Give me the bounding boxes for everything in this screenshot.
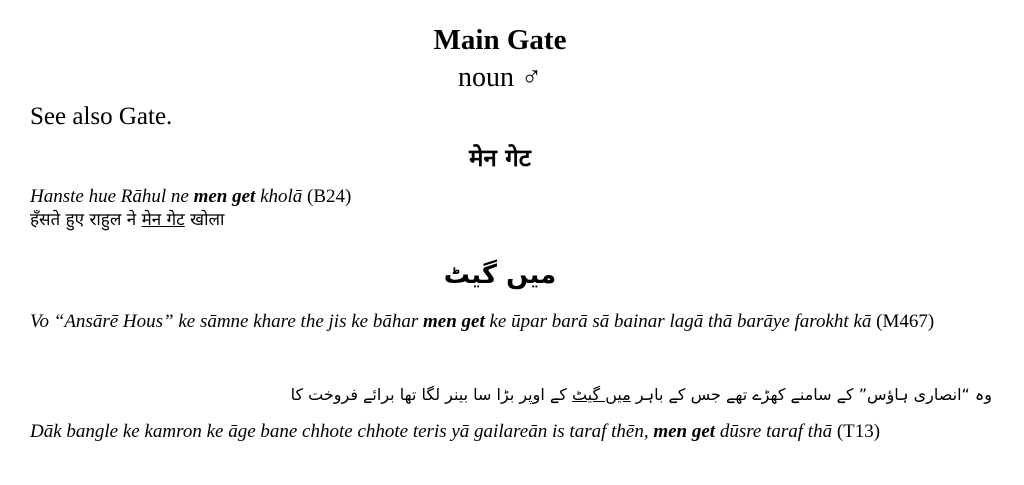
- example-2-translit-post: ke ūpar barā sā bainar lagā thā barāye farokht kā: [484, 311, 872, 332]
- example-2-translit-bold: men get: [422, 311, 485, 332]
- example-1-hindi-under: मेन गेट: [141, 210, 185, 230]
- example-2-transliteration: [30, 310, 1010, 334]
- example-1-hindi-pre: हँसते हुए राहुल ने: [30, 210, 142, 230]
- part-of-speech: noun ♂: [458, 62, 542, 93]
- example-3-translit-post: dūsre taraf thā: [715, 421, 833, 442]
- hindi-headword: मेन गेट: [469, 144, 531, 172]
- urdu-headword: میں گیٹ: [443, 260, 557, 290]
- example-1-source: (B24): [302, 186, 352, 207]
- example-1-hindi: [30, 207, 224, 233]
- headword: Main Gate: [433, 24, 567, 56]
- example-2-urdu-post: کے اوپر بڑا سا بینر لگا تھا برائے فروخت کا: [290, 385, 572, 404]
- example-3-source: (T13): [832, 421, 881, 442]
- example-3-transliteration: [30, 420, 1010, 444]
- example-3-translit-bold: men get: [653, 421, 716, 442]
- example-1-transliteration: [30, 185, 351, 209]
- example-2-source: (M467): [871, 311, 935, 332]
- example-2-urdu: [30, 381, 992, 409]
- example-2-translit-pre: Vo “Ansārē Hous” ke sāmne khare the jis ke bāhar: [30, 311, 423, 332]
- example-1-translit-post: kholā: [255, 186, 303, 207]
- see-also-reference: See also Gate.: [30, 103, 173, 130]
- example-2-urdu-pre: وہ “انصاری ہاؤس” کے سامنے کھڑے تھے جس کے باہر: [630, 385, 992, 404]
- example-1-translit-bold: men get: [193, 186, 256, 207]
- example-1-hindi-post: खोला: [184, 210, 225, 230]
- example-3-translit-pre: Dāk bangle ke kamron ke āge bane chhote chhote teris yā gailareān is taraf thēn,: [30, 421, 654, 442]
- example-1-translit-pre: Hanste hue Rāhul ne: [30, 186, 194, 207]
- example-2-urdu-under: میں گیٹ: [571, 385, 631, 404]
